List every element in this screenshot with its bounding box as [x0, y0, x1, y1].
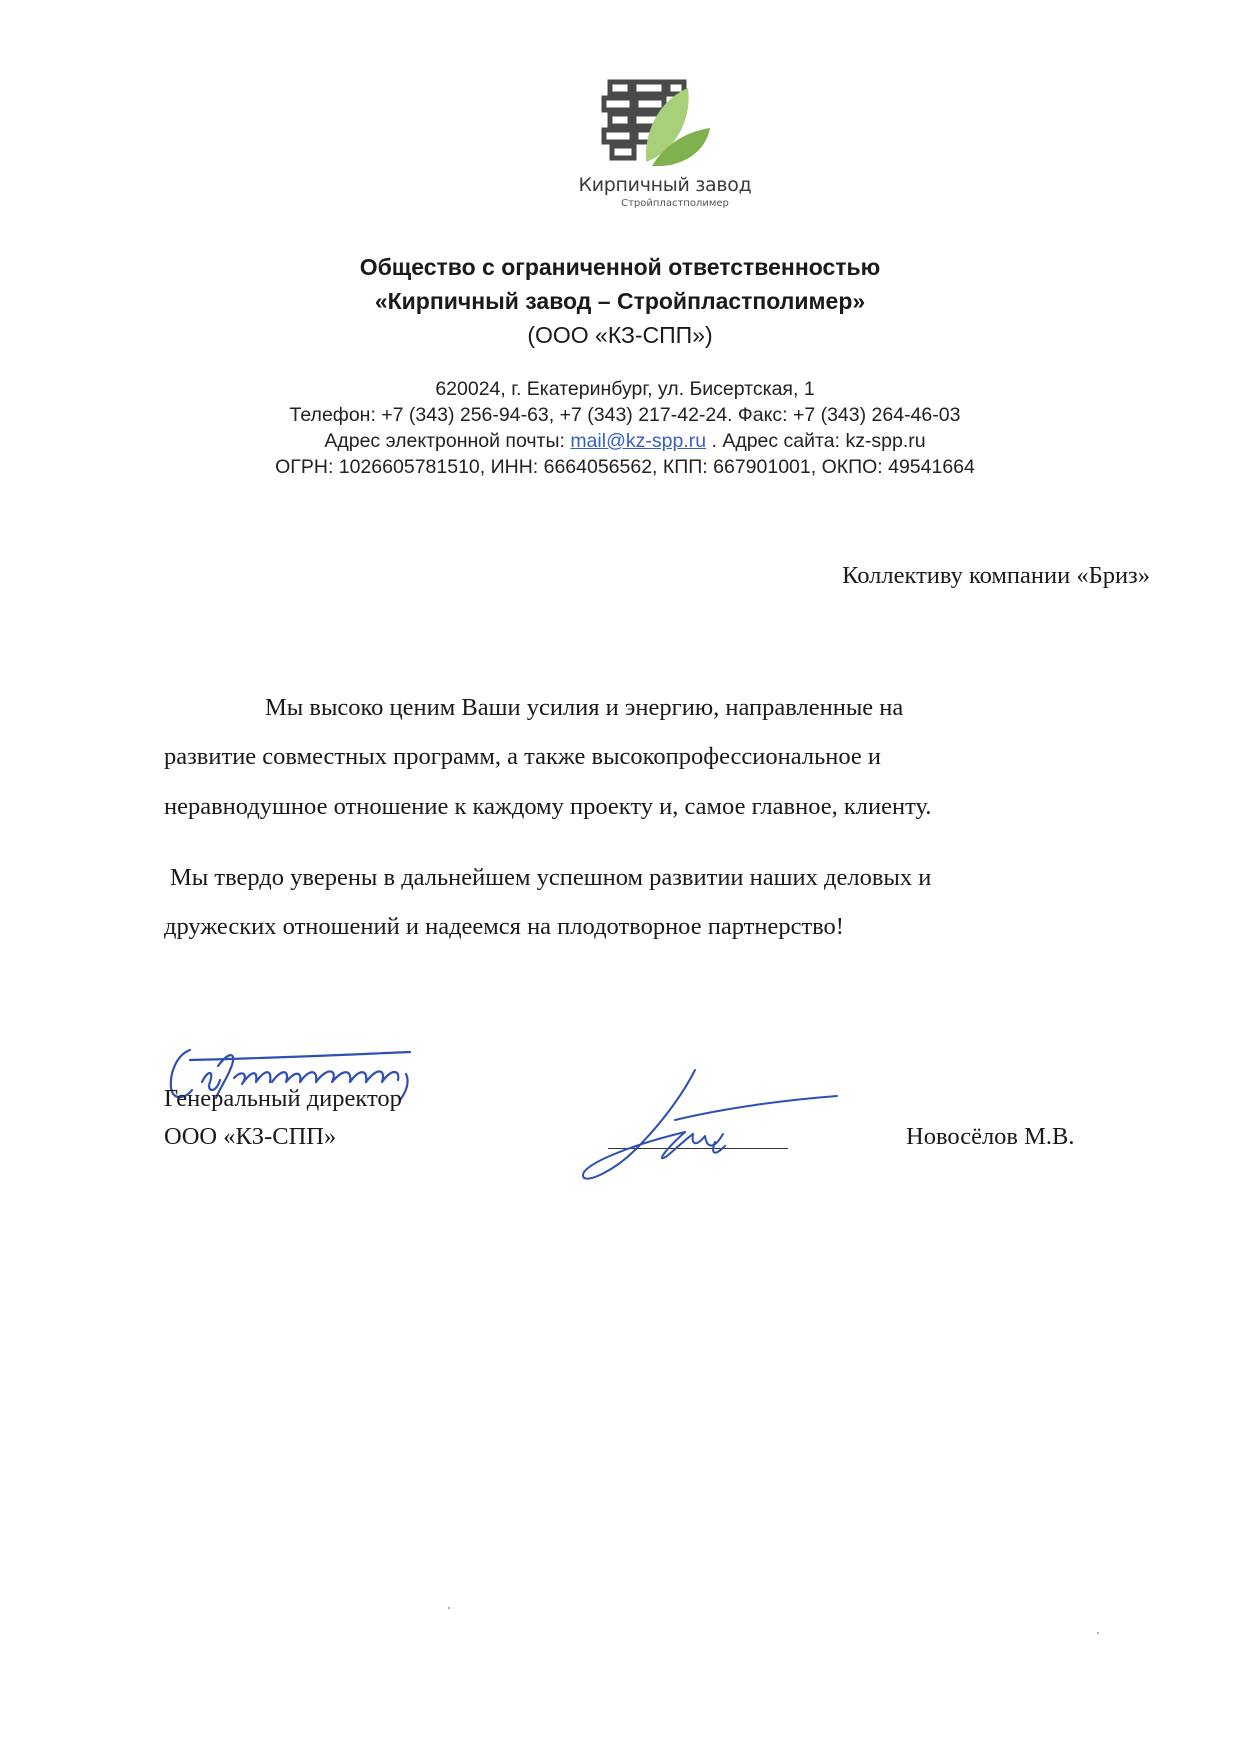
org-address: 620024, г. Екатеринбург, ул. Бисертская, 1 — [435, 378, 815, 400]
body-paragraph-1-line-1: Мы высоко ценим Ваши усилия и энергию, направленные на — [265, 694, 904, 721]
scan-speck — [1097, 1632, 1099, 1634]
body-paragraph-1-line-2: развитие совместных программ, а также высокопрофессиональное и — [164, 743, 882, 770]
org-phones: Телефон: +7 (343) 256-94-63, +7 (343) 217-42-24. Факс: +7 (343) 264-46-03 — [289, 404, 961, 426]
brick-leaf-logo-icon — [560, 70, 760, 170]
org-name: «Кирпичный завод – Стройпластполимер» — [374, 288, 866, 314]
org-legal-form: Общество с ограниченной ответственностью — [359, 254, 881, 280]
handwritten-signature-image — [575, 1060, 845, 1190]
org-requisites: ОГРН: 1026605781510, ИНН: 6664056562, КПП: 667901001, ОКПО: 49541664 — [275, 456, 975, 478]
signatory-name: Новосёлов М.В. — [906, 1123, 1075, 1150]
email-link[interactable]: mail@kz-spp.ru — [570, 430, 707, 452]
site-label: . Адрес сайта: kz-spp.ru — [706, 430, 926, 452]
signatory-title: Генеральный директор — [164, 1085, 402, 1112]
logo-company-name: Кирпичный завод — [578, 174, 752, 196]
body-paragraph-2-line-2: дружеских отношений и надеемся на плодотворное партнерство! — [164, 913, 844, 940]
scan-speck — [448, 1607, 450, 1609]
org-email-site-line — [200, 430, 1050, 453]
body-paragraph-2-line-1: Мы твердо уверены в дальнейшем успешном развитии наших деловых и — [170, 864, 932, 891]
letter-recipient: Коллективу компании «Бриз» — [842, 562, 1150, 589]
logo-subtitle: Стройпластполимер — [621, 198, 729, 209]
signatory-company: ООО «КЗ-СПП» — [164, 1123, 337, 1150]
company-logo — [560, 70, 760, 220]
body-paragraph-1-line-3: неравнодушное отношение к каждому проекту и, самое главное, клиенту. — [164, 793, 932, 820]
org-short-name: (ООО «КЗ-СПП») — [527, 322, 713, 348]
email-label: Адрес электронной почты: — [324, 430, 571, 452]
